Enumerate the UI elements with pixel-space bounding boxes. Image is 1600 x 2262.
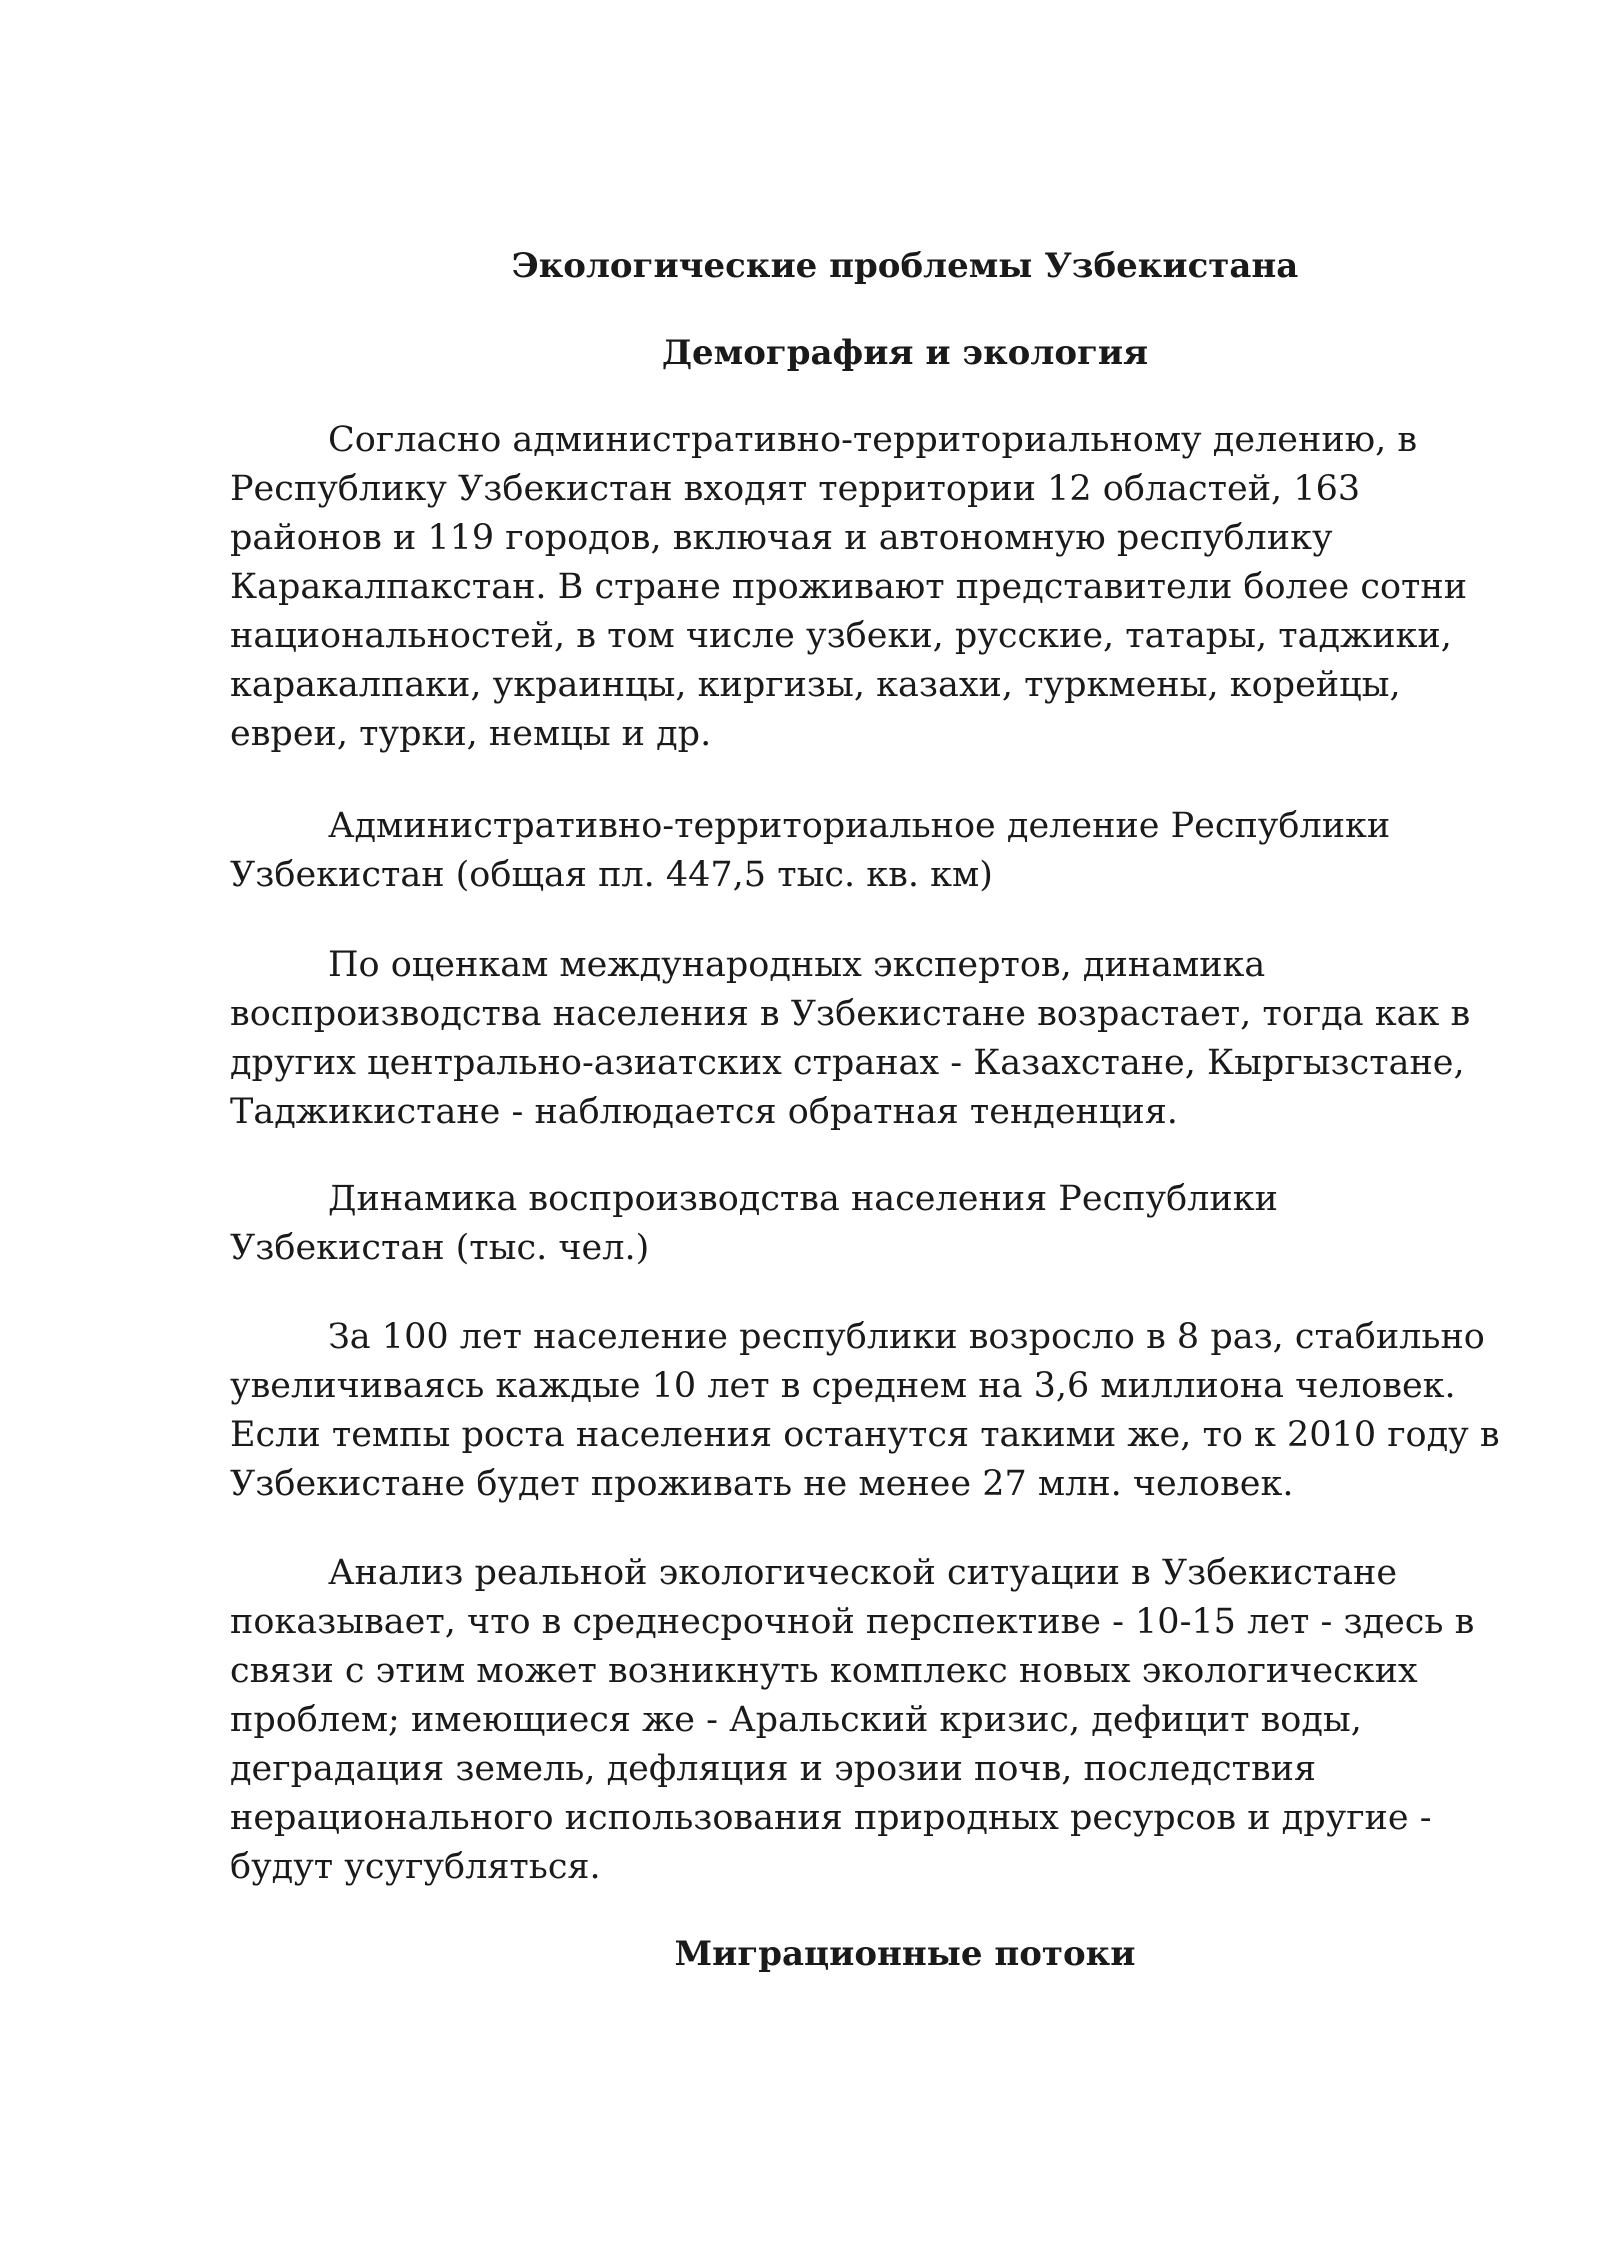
section-heading-migration: Миграционные потоки (674, 1934, 1136, 1974)
paragraph-line: Узбекистан (тыс. чел.) (230, 1228, 650, 1268)
document-title: Экологические проблемы Узбекистана (511, 246, 1299, 286)
paragraph-line: евреи, турки, немцы и др. (230, 714, 712, 754)
paragraph-line: Административно-территориальное деление Республики (328, 806, 1391, 846)
paragraph-area-caption (230, 802, 1520, 900)
paragraph-line: За 100 лет население республики возросло в 8 раз, стабильно (328, 1317, 1485, 1357)
paragraph-line: воспроизводства населения в Узбекистане возрастает, тогда как в (230, 994, 1471, 1034)
paragraph-line: каракалпаки, украинцы, киргизы, казахи, туркмены, корейцы, (230, 665, 1401, 705)
paragraph-population-caption (230, 1175, 1520, 1273)
paragraph-line: других центрально-азиатских странах - Казахстане, Кыргызстане, (230, 1043, 1465, 1083)
paragraph-line: Если темпы роста населения останутся такими же, то к 2010 году в (230, 1415, 1500, 1455)
paragraph-expert-estimates (230, 941, 1520, 1137)
paragraph-line: Таджикистане - наблюдается обратная тенденция. (230, 1092, 1178, 1132)
paragraph-line: Республику Узбекистан входят территории 12 областей, 163 (230, 469, 1361, 509)
paragraph-line: связи с этим может возникнуть комплекс новых экологических (230, 1651, 1418, 1691)
paragraph-line: показывает, что в среднесрочной перспективе - 10-15 лет - здесь в (230, 1602, 1475, 1642)
paragraph-line: национальностей, в том числе узбеки, русские, татары, таджики, (230, 616, 1452, 656)
paragraph-line: Анализ реальной экологической ситуации в Узбекистане (328, 1553, 1398, 1593)
paragraph-line: проблем; имеющиеся же - Аральский кризис, дефицит воды, (230, 1700, 1362, 1740)
paragraph-line: Узбекистан (общая пл. 447,5 тыс. кв. км) (230, 855, 993, 895)
paragraph-ecological-analysis (230, 1549, 1520, 1892)
paragraph-line: Каракалпакстан. В стране проживают представители более сотни (230, 567, 1468, 607)
paragraph-line: будут усугубляться. (230, 1847, 601, 1887)
paragraph-line: Согласно административно-территориальному делению, в (328, 420, 1418, 460)
paragraph-population-growth (230, 1313, 1520, 1509)
paragraph-admin-division (230, 416, 1520, 759)
paragraph-line: деградация земель, дефляция и эрозии почв, последствия (230, 1749, 1317, 1789)
section-heading-demography: Демография и экология (661, 333, 1149, 373)
paragraph-line: Динамика воспроизводства населения Республики (328, 1179, 1278, 1219)
paragraph-line: По оценкам международных экспертов, динамика (328, 945, 1266, 985)
paragraph-line: районов и 119 городов, включая и автономную республику (230, 518, 1333, 558)
paragraph-line: Узбекистане будет проживать не менее 27 млн. человек. (230, 1464, 1294, 1504)
paragraph-line: нерационального использования природных ресурсов и другие - (230, 1798, 1432, 1838)
paragraph-line: увеличиваясь каждые 10 лет в среднем на 3,6 миллиона человек. (230, 1366, 1456, 1406)
